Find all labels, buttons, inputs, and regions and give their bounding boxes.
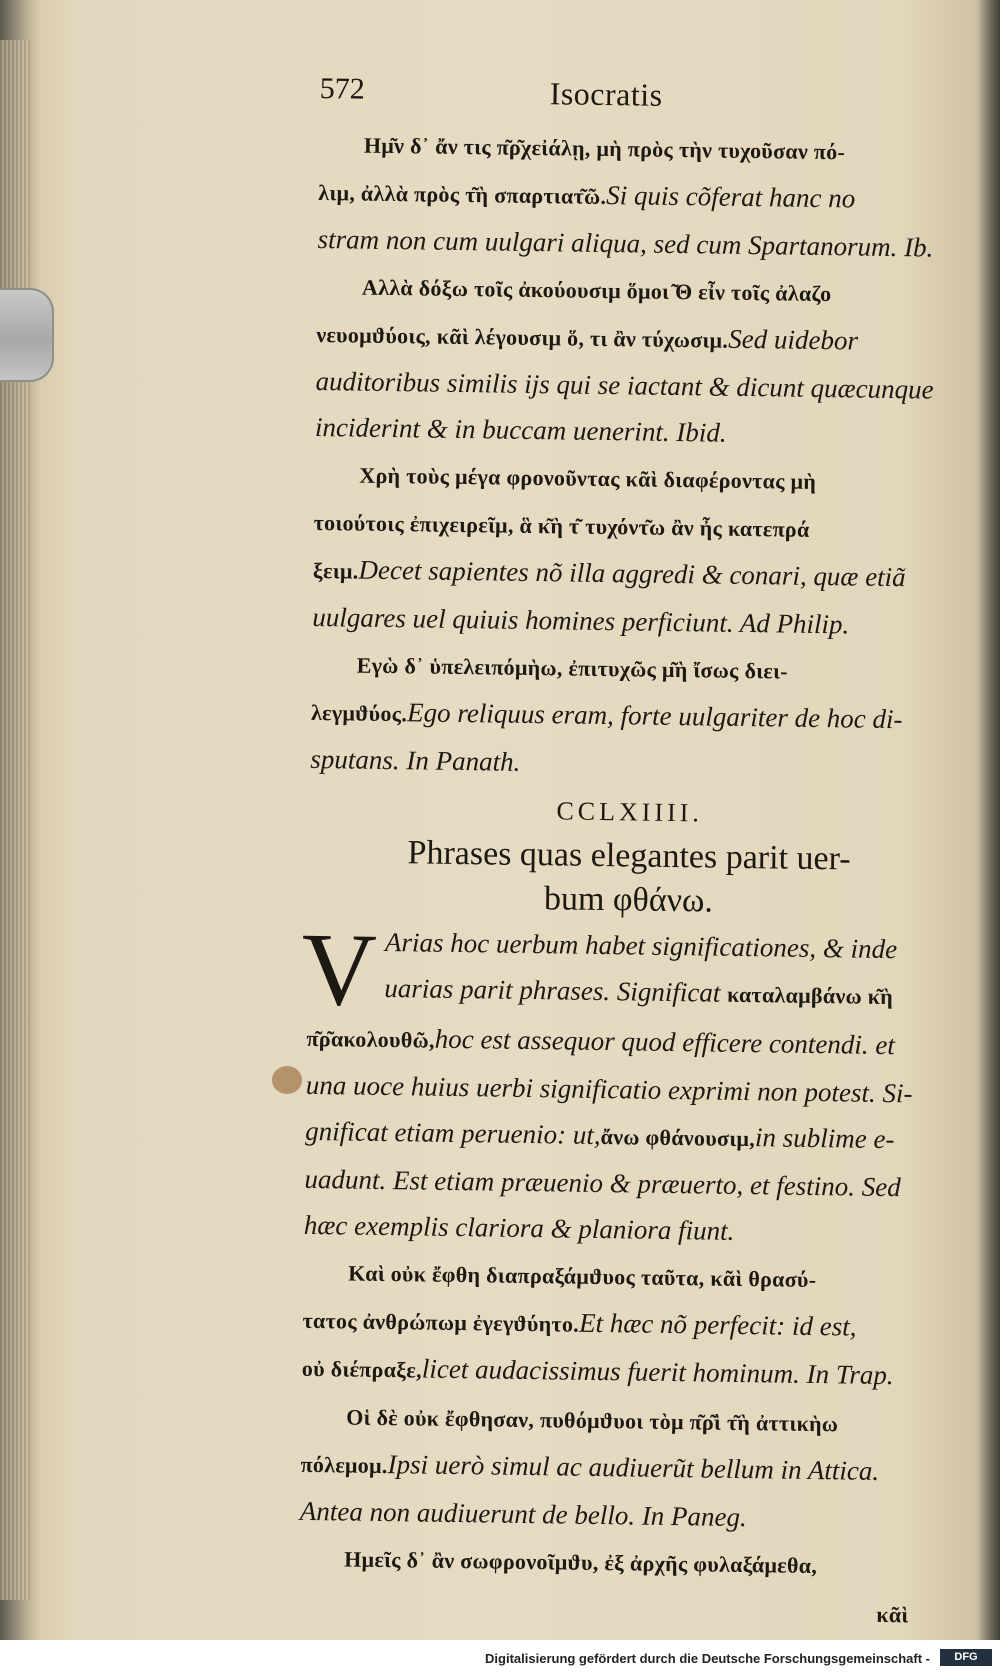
text-line: stram non cum uulgari aliqua, sed cum Spartanorum. Ib. bbox=[317, 223, 934, 263]
text-line: gnificat etiam peruenio: ut,ἄνω φθάνουσιμ,in sublime e- bbox=[305, 1115, 895, 1155]
text-line: Αλλὰ δόξω τοῖς ἀκούουσιμ ὅμοι ͂Θ εἶν τοῖς ἀλαζο bbox=[361, 274, 832, 307]
text-line: uadunt. Est etiam præuenio & præuerto, et festino. Sed bbox=[304, 1163, 901, 1203]
text-line: auditoribus similis ijs qui se iactant & dicunt quæcunque bbox=[315, 365, 934, 405]
text-line: Ημ͂ν δ᾽ ἄν τις π͂ρ͂χεἰάλῃ, μὴ πρὸς τὴν τυχοῦσαν πό- bbox=[363, 132, 846, 165]
text-line: τοιούτοις ἐπιχειρεῖμ, ἃ κ͂ὴ τ͂ τυχόντ͂ω ἂν ἦς κατεπρά bbox=[313, 509, 810, 542]
paragraph bbox=[312, 450, 955, 649]
digitization-footer bbox=[0, 1640, 1000, 1675]
text-line: λιμ, ἀλλὰ πρὸς τ͂ὴ σπαρτιατ͂ῶ.Si quis cõferat hanc no bbox=[318, 179, 856, 214]
paragraph bbox=[298, 1534, 939, 1639]
text-line: Arias hoc uerbum habet significationes, & inde bbox=[384, 926, 898, 965]
text-line: Καὶ οὐκ ἔφθη διαπραξάμϑυος ταῦτα, κᾶὶ θρασύ- bbox=[348, 1260, 817, 1293]
text-line: Ημεῖς δ᾽ ἂν σωφρονοῖμϑυ, ἐξ ἀρχῆς φυλαξάμεθα, bbox=[344, 1546, 818, 1579]
section-title-continued: bum φθάνω. bbox=[543, 880, 714, 920]
text-line: hæc exemplis clariora & planiora fiunt. bbox=[303, 1209, 735, 1246]
text-line: uulgares uel quiuis homines perficiunt. Ad Philip. bbox=[312, 601, 850, 640]
text-line: ξειμ.Decet sapientes nõ illa aggredi & conari, quæ etiã bbox=[312, 554, 906, 593]
page-text bbox=[298, 72, 960, 1639]
ink-stain bbox=[272, 1066, 302, 1094]
catchword: κᾶὶ bbox=[876, 1601, 909, 1628]
paragraph bbox=[310, 640, 952, 791]
paragraph bbox=[317, 120, 959, 271]
text-line: πόλεμομ.Ipsi uerò simul ac audiuerũt bellum in Attica. bbox=[300, 1449, 880, 1486]
text-line: uarias parit phrases. Significat καταλαμβάνω κ͂ὴ bbox=[384, 972, 894, 1010]
text-line: sputans. In Panath. bbox=[310, 743, 521, 777]
section-number: CCLXIIII. bbox=[556, 796, 704, 828]
section-title: Phrases quas elegantes parit uer- bbox=[407, 834, 851, 878]
text-line: νευομϑύοις, κᾶὶ λέγουσιμ ὅ, τι ἂν τύχωσιμ.Sed uidebor bbox=[316, 321, 859, 356]
text-line: una uoce huius uerbi significatio exprimi non potest. Si- bbox=[305, 1069, 913, 1109]
text-line: inciderint & in buccam uenerint. Ibid. bbox=[314, 411, 727, 448]
text-line: λεγμϑύος.Ego reliquus eram, forte uulgariter de hoc di- bbox=[310, 697, 903, 735]
dfg-logo: DFG bbox=[940, 1649, 992, 1666]
page-edges bbox=[0, 40, 30, 1600]
drop-cap: V bbox=[300, 911, 378, 1028]
footer-credit: Digitalisierung gefördert durch die Deutsche Forschungsgemeinschaft - bbox=[485, 1651, 930, 1666]
text-line: Antea non audiuerunt de bello. In Paneg. bbox=[299, 1495, 747, 1533]
text-line: οὐ διέπραξε,licet audacissimus fuerit hominum. In Trap. bbox=[301, 1353, 894, 1391]
text-line: Οἱ δὲ οὐκ ἔφθησαν, πυθόμϑυοι τὸμ π͂ρ͂ὶ τ͂ὴ ἀττικὴω bbox=[346, 1404, 839, 1437]
text-line: Εγὼ δ᾽ ὑπελειπόμὴω, ἐπιτυχῶς μ͂ὴ ἴσως διει- bbox=[356, 652, 789, 684]
paragraph bbox=[300, 1392, 942, 1543]
text-line: π͂ρ͂ακολουθῶ,hoc est assequor quod efficere contendi. et bbox=[306, 1023, 896, 1061]
running-head: Isocratis bbox=[549, 75, 663, 113]
paragraph bbox=[302, 1248, 944, 1401]
page-header bbox=[319, 72, 960, 129]
text-line: Χρὴ τοὺς μέγα φρονοῦντας κᾶὶ διαφέροντας μὴ bbox=[359, 462, 817, 494]
paragraph bbox=[300, 911, 949, 1257]
page-number: 572 bbox=[319, 72, 365, 106]
spine-shadow bbox=[978, 0, 1000, 1640]
text-line: τατος ἀνθρώπωμ ἐγεγϑύητο.Et hæc nõ perfecit: id est, bbox=[302, 1307, 857, 1342]
book-clip bbox=[0, 288, 54, 382]
paragraph bbox=[315, 262, 958, 459]
